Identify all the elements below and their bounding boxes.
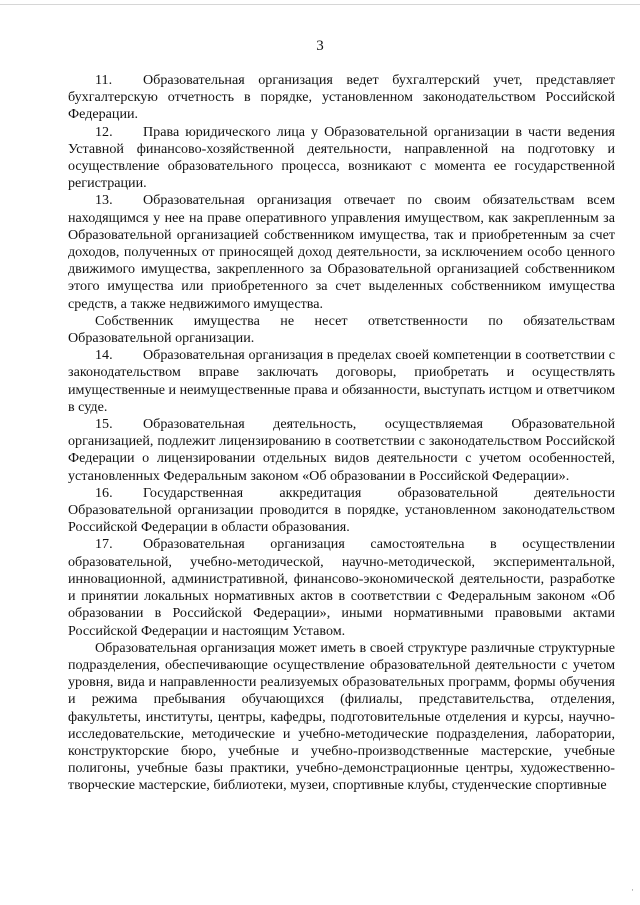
paragraph-number: 12. <box>95 123 113 140</box>
paragraph-13 <box>68 192 615 312</box>
paragraph-number: 15. <box>95 416 113 433</box>
paragraph-number: 13. <box>95 192 113 209</box>
page-number: 3 <box>316 38 324 54</box>
paragraph-number: 11. <box>95 72 113 88</box>
paragraph-17-structure <box>68 640 615 795</box>
paragraph-17 <box>68 536 615 639</box>
paragraph-text: Образовательная организация самостоятельна в осуществлении образовательной, учебно-методической, научно-методической, экспериментальной, инновационной, административной, финансово-экономической деятельности, разработке и принятии локальных нормативных актов в соответствии с Федеральным законом «Об образовании в Российской Федерации», иными нормативными правовыми актами Российской Федерации и настоящим Уставом. <box>68 536 615 639</box>
paragraph-text: Образовательная организация ведет бухгалтерский учет, представляет бухгалтерскую отчетность в порядке, установленном законодательством Российской Федерации. <box>68 72 615 123</box>
scan-edge-line <box>0 4 640 5</box>
paragraph-text: Права юридического лица у Образовательной организации в части ведения Уставной финансово-хозяйственной деятельности, направленной на подготовку и осуществление образовательного процесса, возникают с момента ее государственной регистрации. <box>68 123 615 192</box>
paragraph-number: 14. <box>95 347 113 364</box>
paragraph-15 <box>68 416 615 485</box>
paragraph-13-owner <box>68 313 615 347</box>
paragraph-text: Образовательная деятельность, осуществляемая Образовательной организацией, подлежит лицензированию в соответствии с законодательством Российской Федерации о лицензировании отдельных видов деятельности с учетом особенностей, установленных Федеральным законом «Об образовании в Российской Федерации». <box>68 416 615 484</box>
paragraph-16 <box>68 485 615 537</box>
paragraph-14 <box>68 347 615 416</box>
paragraph-11 <box>68 72 615 124</box>
paragraph-text: Образовательная организация в пределах своей компетенции в соответствии с законодательством вправе заключать договоры, приобретать и осуществлять имущественные и неимущественные права и обязанности, выступать истцом и ответчиком в суде. <box>68 347 615 415</box>
paragraph-text: Государственная аккредитация образовательной деятельности Образовательной организации проводится в порядке, установленном законодательством Российской Федерации в области образования. <box>68 484 615 536</box>
scan-mark: · <box>631 885 634 895</box>
document-body <box>68 72 615 795</box>
paragraph-number: 17. <box>95 536 113 553</box>
paragraph-text: Образовательная организация может иметь в своей структуре различные структурные подразделения, обеспечивающие осуществление образовательной деятельности с учетом уровня, вида и направленности реализуемых образовательных программ, формы обучения и режима пребывания обучающихся (филиалы, представительства, отделения, факультеты, институты, центры, кафедры, подготовительные отделения и курсы, научно-исследовательские, методические и учебно-методические подразделения, лаборатории, конструкторские бюро, учебные и учебно-производственные мастерские, учебные полигоны, учебные базы практики, учебно-демонстрационные центры, художественно-творческие мастерские, библиотеки, музеи, спортивные клубы, студенческие спортивные <box>68 639 615 794</box>
paragraph-number: 16. <box>95 484 113 501</box>
paragraph-text: Образовательная организация отвечает по своим обязательствам всем находящимся у нее на праве оперативного управления имуществом, как закрепленным за Образовательной организацией собственником имущества, так и приобретенным за счет доходов, полученных от приносящей доход деятельности, за исключением особо ценного движимого имущества, закрепленного за Образовательной организацией собственником этого имущества или приобретенного за счет выделенных собственником имущества средств, а также недвижимого имущества. <box>68 192 615 312</box>
paragraph-12 <box>68 124 615 193</box>
paragraph-text: Собственник имущества не несет ответственности по обязательствам Образовательной организации. <box>68 312 615 347</box>
